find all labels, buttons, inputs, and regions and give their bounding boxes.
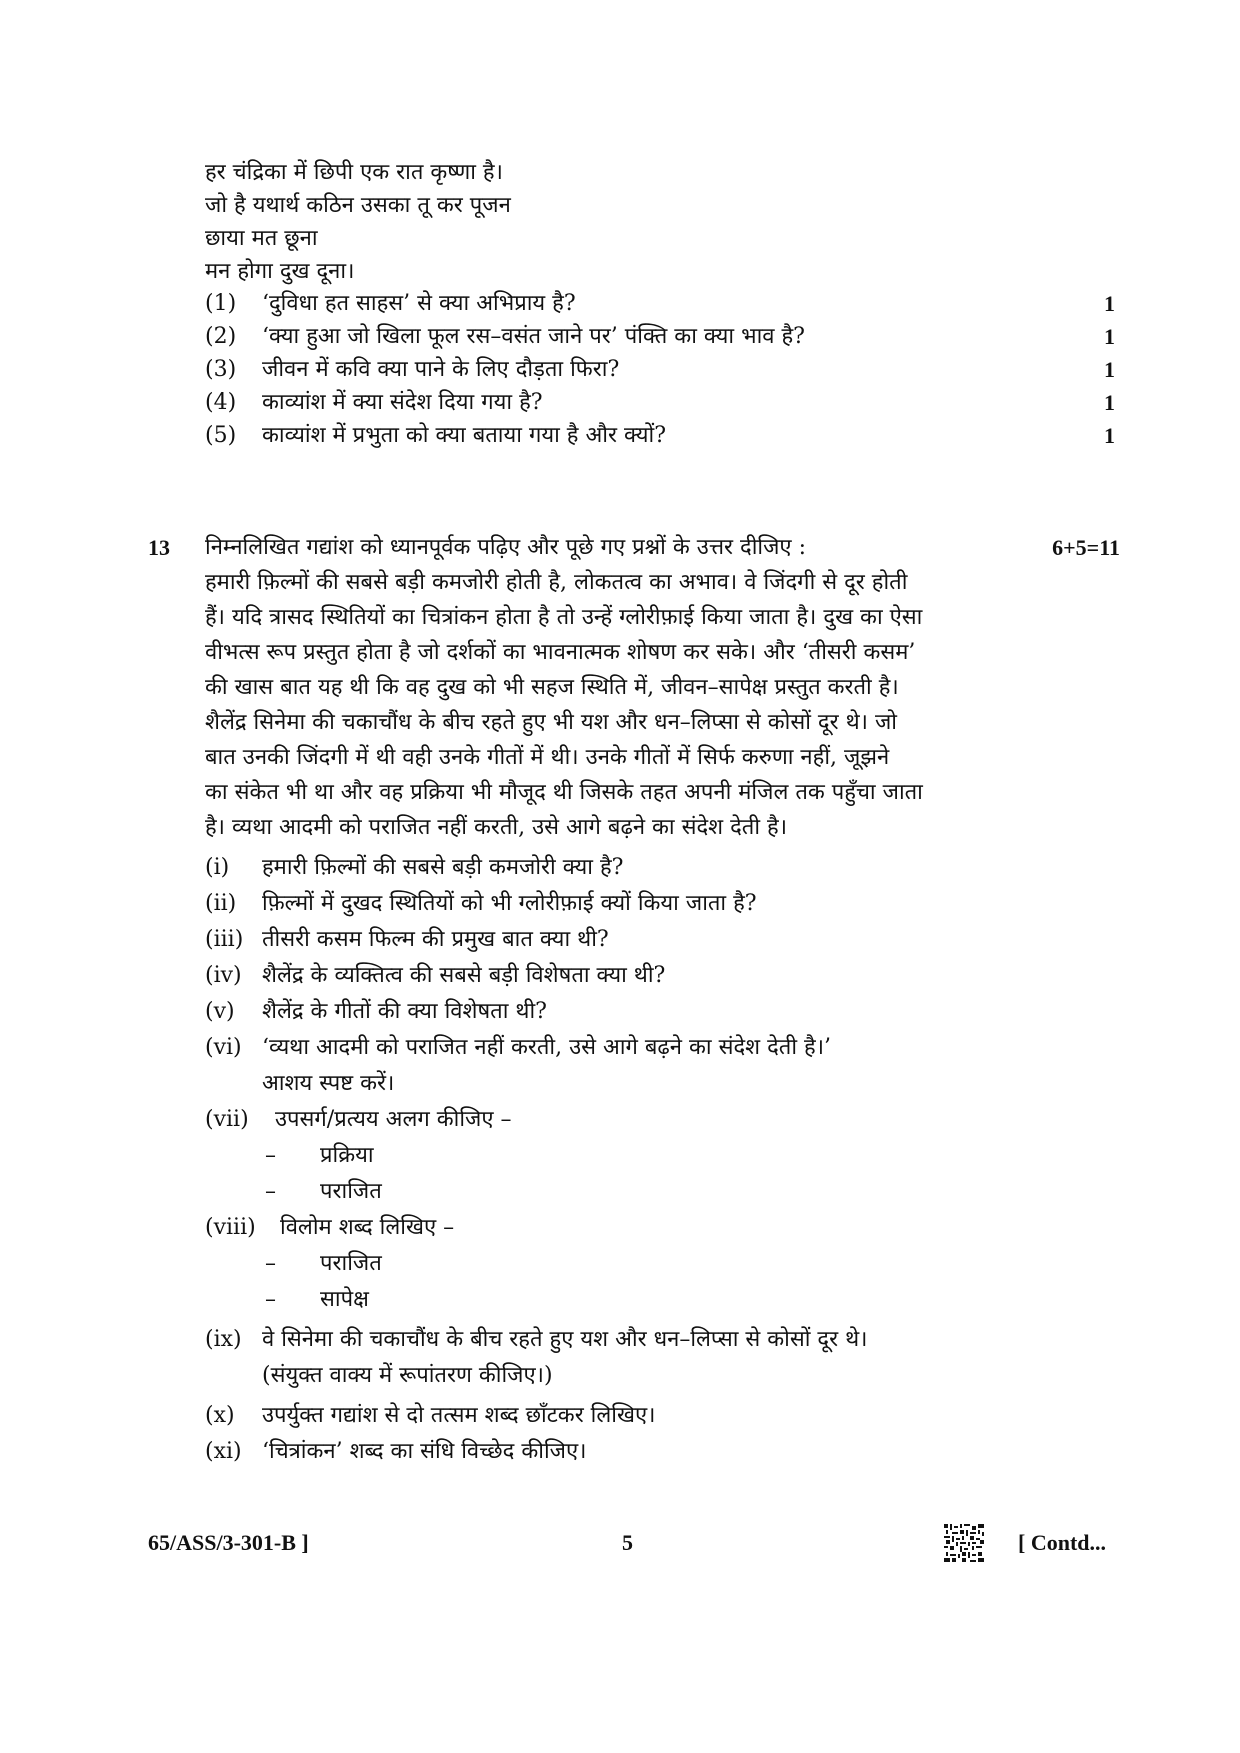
subquestion-marks: 1 <box>1104 291 1115 316</box>
subquestion-number: (3) <box>205 357 237 382</box>
subquestion-text: शैलेंद्र के गीतों की क्या विशेषता थी? <box>262 999 547 1024</box>
subquestion-text: उपर्युक्त गद्यांश से दो तत्सम शब्द छाँटकर लिखिए। <box>262 1403 656 1428</box>
subquestion-text: तीसरी कसम फिल्म की प्रमुख बात क्या थी? <box>262 927 609 952</box>
subquestion-marks: 1 <box>1104 357 1115 382</box>
passage-line: हैं। यदि त्रासद स्थितियों का चित्रांकन होता है तो उन्हें ग्लोरीफ़ाई किया जाता है। दुख का ऐसा <box>205 605 923 630</box>
subquestion-marks: 1 <box>1104 324 1115 349</box>
poem-line: छाया मत छूना <box>205 226 318 251</box>
list-dash: – <box>265 1251 276 1276</box>
subquestion-text: जीवन में कवि क्या पाने के लिए दौड़ता फिरा? <box>262 357 620 382</box>
subquestion-number: (5) <box>205 423 237 448</box>
passage-line: शैलेंद्र सिनेमा की चकाचौंध के बीच रहते हुए भी यश और धन–लिप्सा से कोसों दूर थे। जो <box>205 710 897 735</box>
question-instruction: निम्नलिखित गद्यांश को ध्यानपूर्वक पढ़िए और पूछे गए प्रश्नों के उत्तर दीजिए : <box>205 535 806 560</box>
passage-line: है। व्यथा आदमी को पराजित नहीं करती, उसे आगे बढ़ने का संदेश देती है। <box>205 815 788 840</box>
subquestion-text: काव्यांश में प्रभुता को क्या बताया गया है और क्यों? <box>262 423 666 448</box>
subquestion-number: (4) <box>205 390 237 415</box>
subquestion-number: (iv) <box>205 963 242 988</box>
subquestion-text: फ़िल्मों में दुखद स्थितियों को भी ग्लोरीफ़ाई क्यों किया जाता है? <box>262 891 757 916</box>
poem-line: हर चंद्रिका में छिपी एक रात कृष्णा है। <box>205 160 503 185</box>
subquestion-text-continued: आशय स्पष्ट करें। <box>262 1071 395 1096</box>
list-dash: – <box>265 1287 276 1312</box>
subquestion-number: (v) <box>205 999 235 1024</box>
subquestion-text: ‘व्यथा आदमी को पराजित नहीं करती, उसे आगे बढ़ने का संदेश देती है।’ <box>262 1035 832 1060</box>
question-number: 13 <box>148 535 170 560</box>
passage-line: बात उनकी जिंदगी में थी वही उनके गीतों में थी। उनके गीतों में सिर्फ करुणा नहीं, जूझने <box>205 745 890 770</box>
list-dash: – <box>265 1143 276 1168</box>
word-item: प्रक्रिया <box>320 1143 374 1168</box>
continued-label: [ Contd... <box>1018 1530 1107 1555</box>
subquestion-number: (2) <box>205 324 237 349</box>
subquestion-number: (x) <box>205 1403 235 1428</box>
subquestion-number: (1) <box>205 291 237 316</box>
subquestion-text: हमारी फ़िल्मों की सबसे बड़ी कमजोरी क्या है? <box>262 855 624 880</box>
passage-line: की खास बात यह थी कि वह दुख को भी सहज स्थिति में, जीवन–सापेक्ष प्रस्तुत करती है। <box>205 675 899 700</box>
poem-line: मन होगा दुख दूना। <box>205 259 355 284</box>
paper-code: 65/ASS/3-301-B ] <box>148 1530 309 1555</box>
subquestion-text: ‘चित्रांकन’ शब्द का संधि विच्छेद कीजिए। <box>262 1439 587 1464</box>
subquestion-marks: 1 <box>1104 390 1115 415</box>
subquestion-text-continued: (संयुक्त वाक्य में रूपांतरण कीजिए।) <box>262 1363 553 1388</box>
subquestion-number: (iii) <box>205 927 244 952</box>
subquestion-number: (ii) <box>205 891 237 916</box>
subquestion-number: (viii) <box>205 1215 256 1240</box>
passage-line: का संकेत भी था और वह प्रक्रिया भी मौजूद थी जिसके तहत अपनी मंजिल तक पहुँचा जाता <box>205 780 923 805</box>
subquestion-number: (ix) <box>205 1327 242 1352</box>
subquestion-text: ‘दुविधा हत साहस’ से क्या अभिप्राय है? <box>262 291 576 316</box>
subquestion-marks: 1 <box>1104 423 1115 448</box>
subquestion-text: ‘क्या हुआ जो खिला फूल रस–वसंत जाने पर’ पंक्ति का क्या भाव है? <box>262 324 805 349</box>
question-marks: 6+5=11 <box>1052 535 1120 560</box>
passage-line: वीभत्स रूप प्रस्तुत होता है जो दर्शकों का भावनात्मक शोषण कर सके। और ‘तीसरी कसम’ <box>205 640 916 665</box>
word-item: सापेक्ष <box>320 1287 369 1312</box>
poem-line: जो है यथार्थ कठिन उसका तू कर पूजन <box>205 193 511 218</box>
q13-instruction-row <box>205 530 1120 566</box>
passage-line: हमारी फ़िल्मों की सबसे बड़ी कमजोरी होती है, लोकतत्व का अभाव। वे जिंदगी से दूर होती <box>205 570 908 595</box>
subquestion-text: उपसर्ग/प्रत्यय अलग कीजिए – <box>275 1107 512 1132</box>
subquestion-text: विलोम शब्द लिखिए – <box>280 1215 455 1240</box>
subquestion-text: शैलेंद्र के व्यक्तित्व की सबसे बड़ी विशेषता क्या थी? <box>262 963 666 988</box>
subquestion-number: (i) <box>205 855 230 880</box>
subquestion-number: (vii) <box>205 1107 249 1132</box>
subquestion-number: (vi) <box>205 1035 242 1060</box>
word-item: पराजित <box>320 1251 382 1276</box>
list-dash: – <box>265 1179 276 1204</box>
qr-code-icon <box>944 1524 984 1562</box>
word-item: पराजित <box>320 1179 382 1204</box>
subquestion-text: काव्यांश में क्या संदेश दिया गया है? <box>262 390 543 415</box>
subquestion-text: वे सिनेमा की चकाचौंध के बीच रहते हुए यश और धन–लिप्सा से कोसों दूर थे। <box>262 1327 868 1352</box>
subquestion-number: (xi) <box>205 1439 242 1464</box>
page-number: 5 <box>622 1530 633 1555</box>
